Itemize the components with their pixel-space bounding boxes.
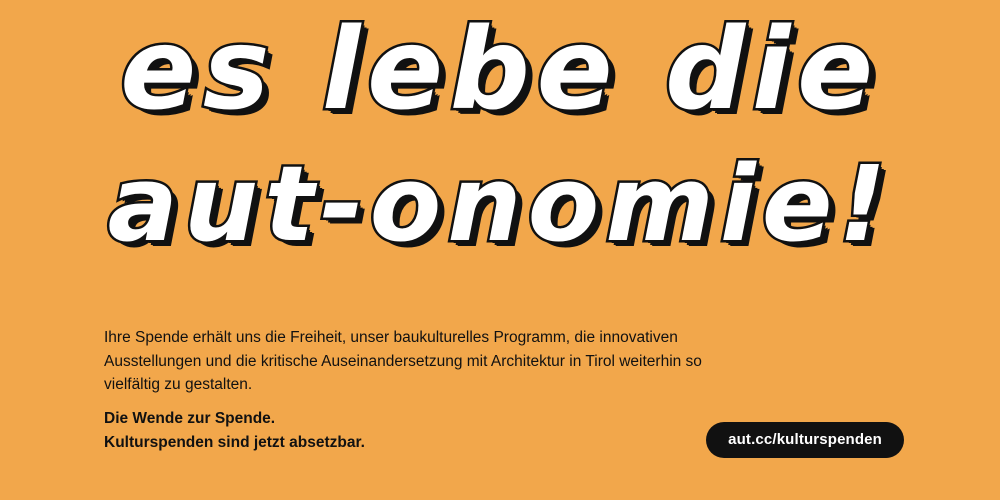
headline-line-2: aut-onomie! (107, 143, 893, 265)
body-copy (104, 326, 744, 397)
headline (0, 5, 1000, 265)
headline-line-1: es lebe die (120, 5, 880, 135)
claim-block (104, 407, 664, 455)
body-paragraph: Ihre Spende erhält uns die Freiheit, unser baukulturelles Programm, die innovativen Ausstellungen und die kritische Auseinandersetzung mit Architektur in Tirol weiterhin so vielfältig zu gestalten. (104, 329, 702, 394)
url-badge-button[interactable]: aut.cc/kulturspenden (706, 422, 904, 458)
claim-line-2: Kulturspenden sind jetzt absetzbar. (104, 434, 365, 452)
body-text (104, 326, 744, 397)
claim-line-1: Die Wende zur Spende. (104, 410, 276, 427)
